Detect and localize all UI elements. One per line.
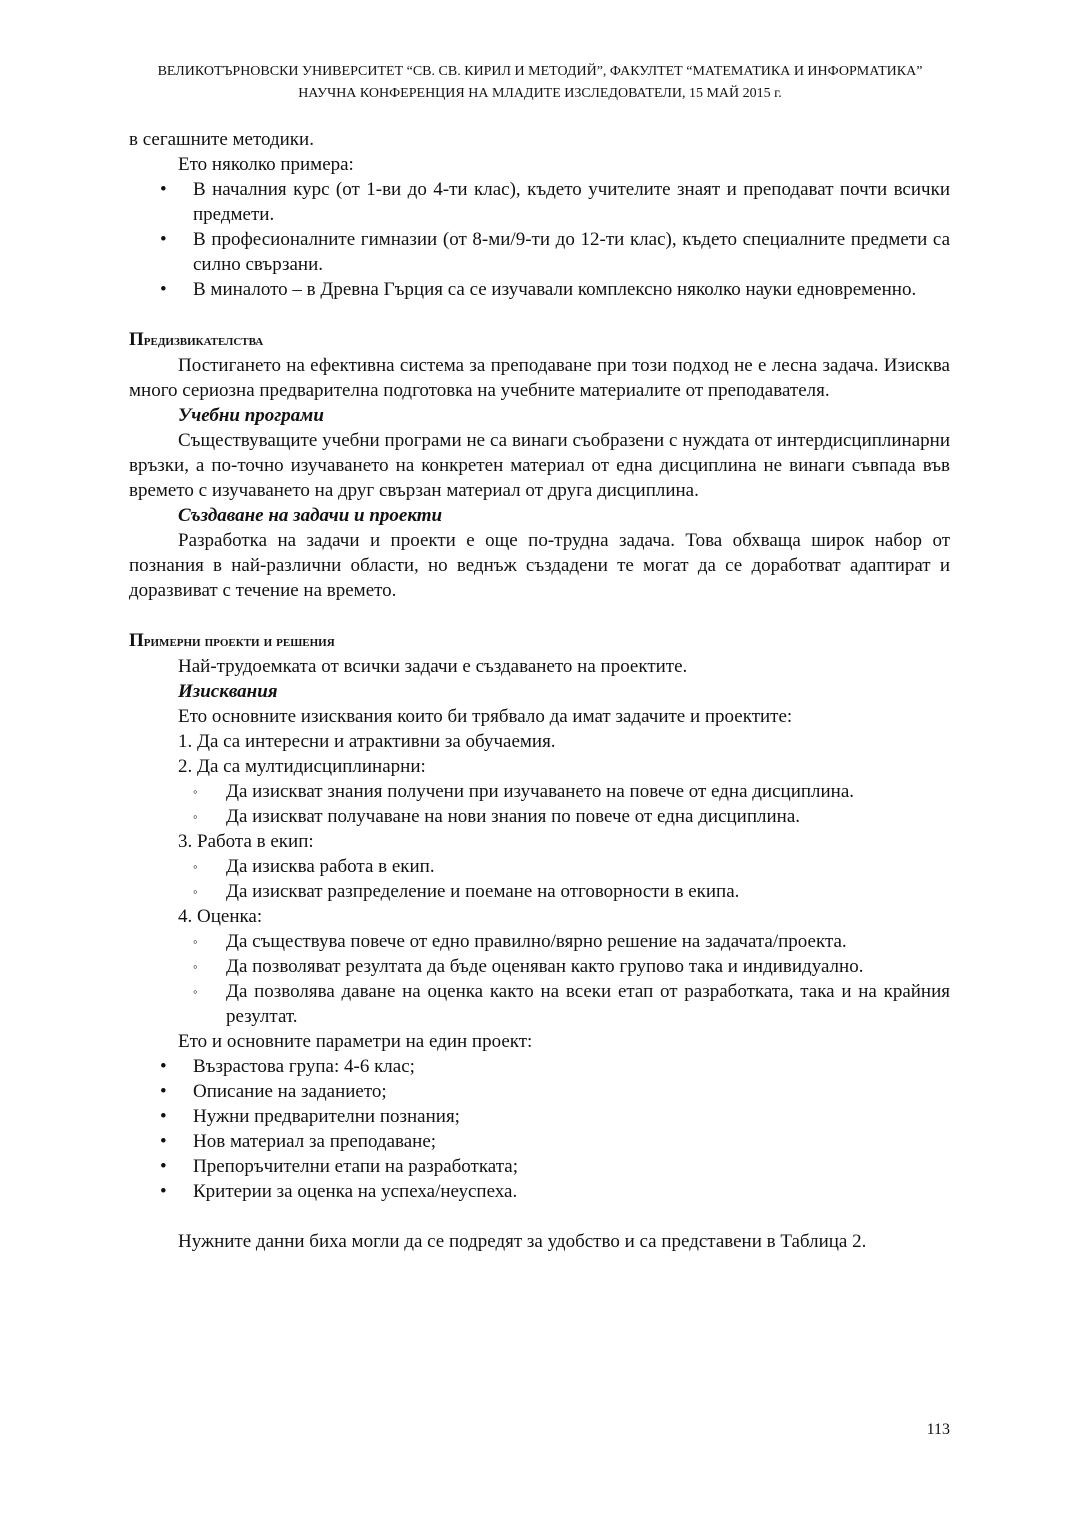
circle-bullet-icon: ◦	[193, 859, 198, 874]
subheading-requirements: Изисквания	[178, 681, 278, 702]
requirement-3-sublist	[129, 854, 950, 904]
requirements-list	[129, 729, 950, 779]
projects-lead: Най-трудоемката от всички задачи е създаването на проектите.	[178, 656, 688, 677]
circle-bullet-icon: ◦	[193, 784, 198, 799]
requirement-2-sublist	[129, 779, 950, 829]
section-heading-projects: Примерни проекти и решения	[129, 630, 335, 651]
list-item: ◦ Да съществува повече от едно правилно/вярно решение на задачата/проекта.	[193, 931, 847, 952]
list-item: ◦ Да изисква работа в екип.	[193, 856, 435, 877]
bullet-icon: •	[160, 1106, 167, 1127]
list-item: ◦ Да изискват разпределение и поемане на отговорности в екипа.	[193, 881, 740, 902]
requirement-item: 2. Да са мултидисциплинарни:	[178, 756, 426, 777]
running-header-conference: НАУЧНА КОНФЕРЕНЦИЯ НА МЛАДИТЕ ИЗСЛЕДОВАТЕЛИ, 15 МАЙ 2015 г.	[298, 86, 782, 101]
parameters-lead: Ето и основните параметри на един проект:	[178, 1031, 533, 1052]
circle-bullet-icon: ◦	[193, 934, 198, 949]
page-number: 113	[926, 1421, 950, 1438]
requirements-lead: Ето основните изисквания които би трябвало да имат задачите и проектите:	[178, 706, 793, 727]
parameters-list	[129, 1054, 950, 1204]
continuation-text: в сегашните методики.	[129, 129, 314, 150]
section-heading-challenges: Предизвикателства	[129, 329, 264, 350]
bullet-icon: •	[160, 229, 167, 250]
bullet-icon: •	[160, 1156, 167, 1177]
bullet-icon: •	[160, 1081, 167, 1102]
challenges-paragraph: Постигането на ефективна система за преподаване при този подход не е лесна задача. Изисква много сериозна предварителна подготовка на учебните материалите от преподавателя.	[129, 355, 950, 401]
requirement-item: 4. Оценка:	[178, 906, 263, 927]
list-item: ◦ Да изискват получаване на нови знания по повече от една дисциплина.	[193, 806, 801, 827]
list-item: • Възрастова група: 4-6 клас;	[160, 1056, 415, 1077]
list-item: ◦ Да позволяват резултата да бъде оценяван както групово така и индивидуално.	[193, 956, 864, 977]
circle-bullet-icon: ◦	[193, 809, 198, 824]
subheading-curricula: Учебни програми	[178, 405, 324, 426]
subheading-tasks-projects: Създаване на задачи и проекти	[178, 505, 443, 526]
bullet-icon: •	[160, 279, 167, 300]
list-item: • В миналото – в Древна Гърция са се изучавали комплексно няколко науки едновременно.	[160, 279, 917, 300]
requirement-4-sublist	[129, 929, 950, 1029]
examples-lead: Ето няколко примера:	[178, 154, 354, 175]
circle-bullet-icon: ◦	[193, 884, 198, 899]
requirement-item: 1. Да са интересни и атрактивни за обучаемия.	[178, 731, 556, 752]
running-header-university: ВЕЛИКОТЪРНОВСКИ УНИВЕРСИТЕТ “СВ. СВ. КИРИЛ И МЕТОДИЙ”, ФАКУЛТЕТ “МАТЕМАТИКА И ИНФОРМАТИКА”	[157, 64, 923, 79]
list-item: • В професионалните гимназии (от 8-ми/9-ти до 12-ти клас), където специалните предмети са силно свързани.	[160, 229, 950, 275]
list-item: • Описание на заданието;	[160, 1081, 387, 1102]
closing-paragraph: Нужните данни биха могли да се подредят за удобство и са представени в Таблица 2.	[178, 1231, 867, 1252]
circle-bullet-icon: ◦	[193, 984, 198, 999]
bullet-icon: •	[160, 1181, 167, 1202]
list-item: ◦ Да позволява даване на оценка както на всеки етап от разработката, така и на крайния резултат.	[193, 981, 950, 1027]
list-item: • В началния курс (от 1-ви до 4-ти клас), където учителите знаят и преподават почти всички предмети.	[160, 179, 950, 225]
list-item: • Критерии за оценка на успеха/неуспеха.	[160, 1181, 518, 1202]
examples-list	[129, 177, 950, 302]
page-body	[129, 127, 950, 1254]
bullet-icon: •	[160, 179, 167, 200]
list-item: • Препоръчителни етапи на разработката;	[160, 1156, 518, 1177]
requirement-item: 3. Работа в екип:	[178, 831, 314, 852]
bullet-icon: •	[160, 1131, 167, 1152]
circle-bullet-icon: ◦	[193, 959, 198, 974]
bullet-icon: •	[160, 1056, 167, 1077]
curricula-paragraph: Съществуващите учебни програми не са винаги съобразени с нуждата от интердисциплинарни връзки, а по-точно изучаването на конкретен материал от една дисциплина не винаги съвпада във времето с изучаването на друг свързан материал от друга дисциплина.	[129, 430, 950, 501]
list-item: • Нов материал за преподаване;	[160, 1131, 437, 1152]
tasks-paragraph: Разработка на задачи и проекти е още по-трудна задача. Това обхваща широк набор от познания в най-различни области, но веднъж създадени те могат да се доработват адаптират и доразвиват с течение на времето.	[129, 530, 950, 601]
list-item: ◦ Да изискват знания получени при изучаването на повече от една дисциплина.	[193, 781, 855, 802]
list-item: • Нужни предварителни познания;	[160, 1106, 460, 1127]
